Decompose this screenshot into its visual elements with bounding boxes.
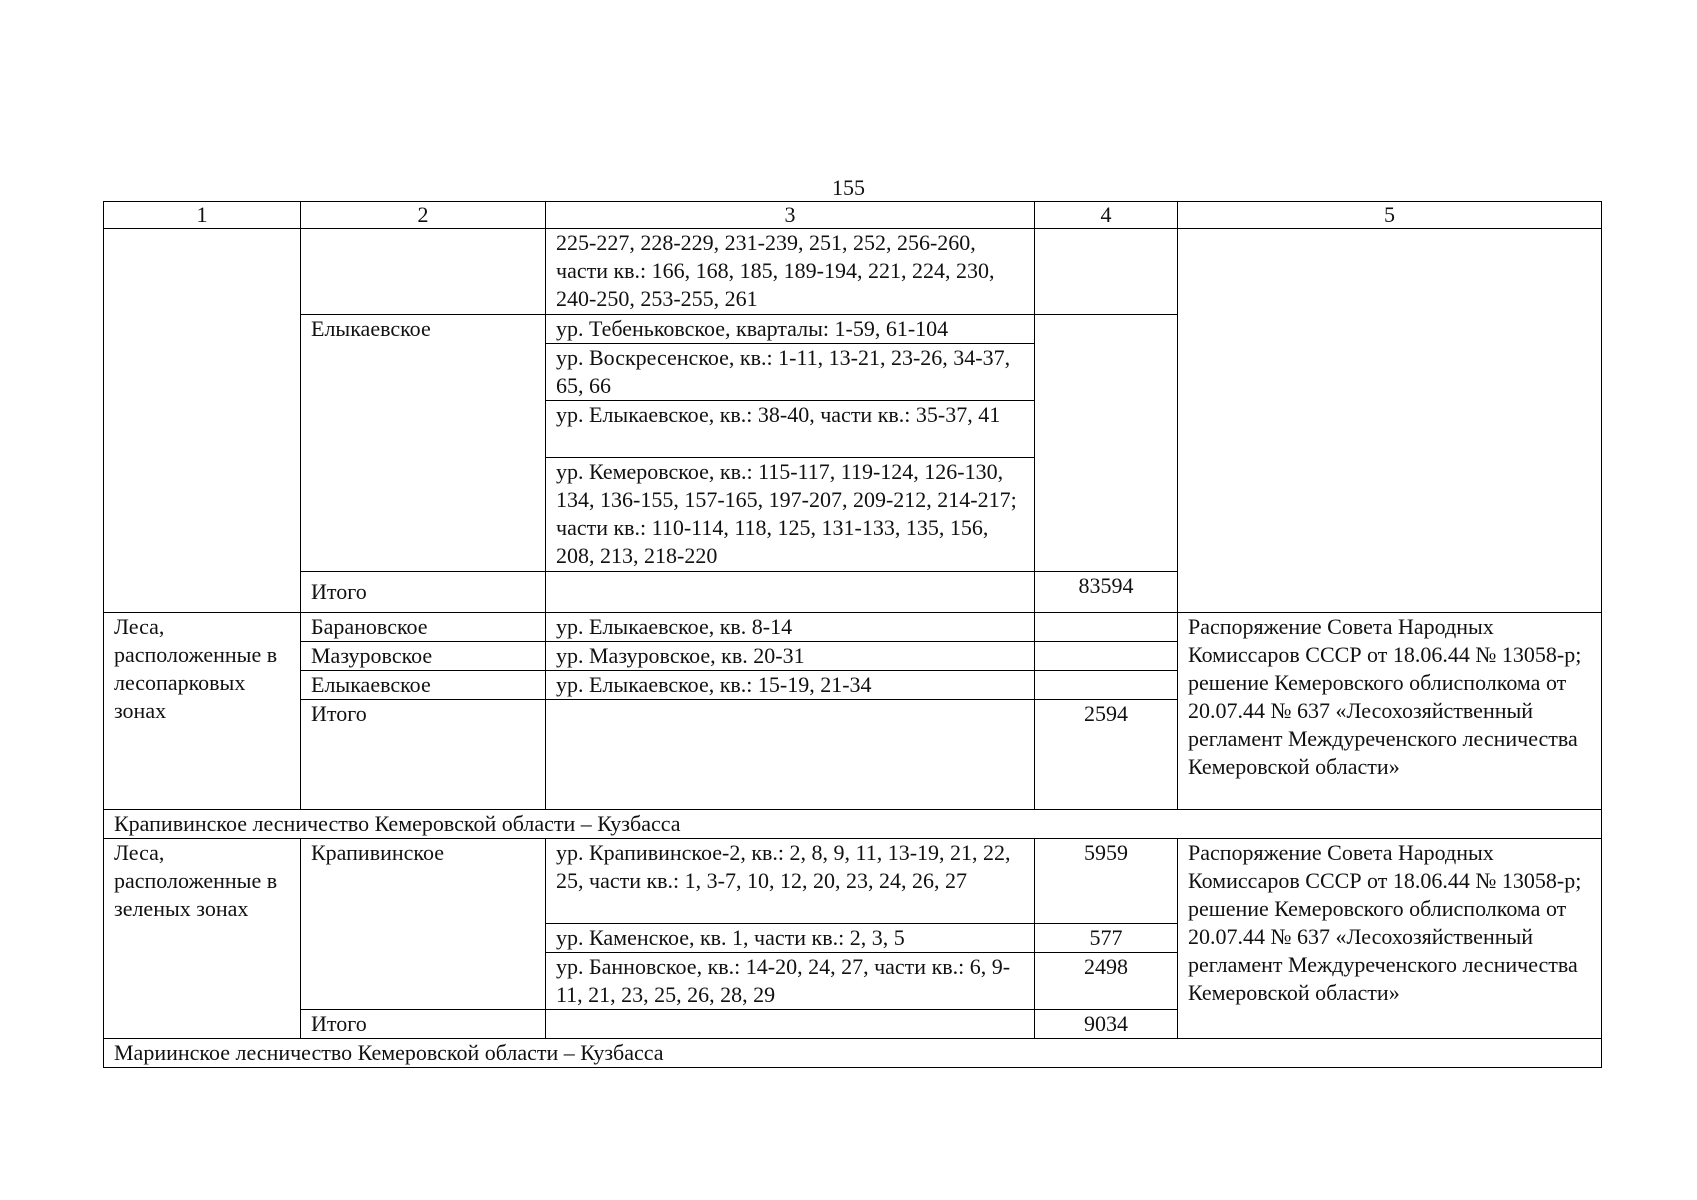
forest-table [103,201,1602,1068]
category-cell-empty [104,229,301,613]
forestry-cell-empty [301,229,546,315]
location-cell: ур. Кемеровское, кв.: 115-117, 119-124, 126-130, 134, 136-155, 157-165, 197-207, 209-212, 214-217; части кв.: 110-114, 118, 125, 131-133, 135, 156, 208, 213, 218-220 [546,458,1035,572]
location-cell: ур. Мазуровское, кв. 20-31 [546,642,1035,671]
forestry-cell: Елыкаевское [301,315,546,572]
basis-cell: Распоряжение Совета Народных Комиссаров СССР от 18.06.44 № 13058-р; решение Кемеровского облисполкома от 20.07.44 № 637 «Лесохозяйственный регламент Междуреченского лесничества Кемеровской области» [1178,613,1602,810]
header-row [104,202,1602,229]
location-cell-empty [546,700,1035,810]
location-cell: ур. Банновское, кв.: 14-20, 24, 27, части кв.: 6, 9-11, 21, 23, 25, 26, 28, 29 [546,953,1035,1010]
category-cell: Леса, расположенные в зеленых зонах [104,839,301,1039]
location-cell: ур. Тебеньковское, кварталы: 1-59, 61-104 [546,315,1035,344]
total-label: Итого [301,1010,546,1039]
section-heading: Мариинское лесничество Кемеровской области – Кузбасса [104,1039,1602,1068]
area-cell-empty [1035,315,1178,572]
total-label: Итого [301,700,546,810]
area-cell: 2498 [1035,953,1178,1010]
header-col-5: 5 [1178,202,1602,229]
forestry-cell: Мазуровское [301,642,546,671]
table-row [104,229,1602,315]
area-cell-empty [1035,229,1178,315]
forestry-cell: Елыкаевское [301,671,546,700]
page-number: 155 [832,175,865,200]
section-row [104,1039,1602,1068]
location-cell: 225-227, 228-229, 231-239, 251, 252, 256-260, части кв.: 166, 168, 185, 189-194, 221, 224, 230, 240-250, 253-255, 261 [546,229,1035,315]
location-cell: ур. Елыкаевское, кв. 8-14 [546,613,1035,642]
forestry-cell: Барановское [301,613,546,642]
area-cell-empty [1035,671,1178,700]
header-col-1: 1 [104,202,301,229]
table-row [104,839,1602,924]
category-cell: Леса, расположенные в лесопарковых зонах [104,613,301,810]
section-heading: Крапивинское лесничество Кемеровской области – Кузбасса [104,810,1602,839]
header-col-2: 2 [301,202,546,229]
header-col-3: 3 [546,202,1035,229]
header-col-4: 4 [1035,202,1178,229]
location-cell: ур. Елыкаевское, кв.: 15-19, 21-34 [546,671,1035,700]
area-cell: 577 [1035,924,1178,953]
basis-cell-empty [1178,229,1602,613]
location-cell: ур. Воскресенское, кв.: 1-11, 13-21, 23-26, 34-37, 65, 66 [546,344,1035,401]
basis-cell: Распоряжение Совета Народных Комиссаров СССР от 18.06.44 № 13058-р; решение Кемеровского облисполкома от 20.07.44 № 637 «Лесохозяйственный регламент Междуреченского лесничества Кемеровской области» [1178,839,1602,1039]
area-cell-empty [1035,642,1178,671]
total-label: Итого [301,572,546,613]
location-cell-empty [546,1010,1035,1039]
area-cell: 5959 [1035,839,1178,924]
location-cell: ур. Елыкаевское, кв.: 38-40, части кв.: 35-37, 41 [546,401,1035,458]
forestry-cell: Крапивинское [301,839,546,1010]
total-value: 9034 [1035,1010,1178,1039]
section-row [104,810,1602,839]
location-cell: ур. Крапивинское-2, кв.: 2, 8, 9, 11, 13-19, 21, 22, 25, части кв.: 1, 3-7, 10, 12, 20, 23, 24, 26, 27 [546,839,1035,924]
area-cell-empty [1035,613,1178,642]
total-value: 2594 [1035,700,1178,810]
table-row [104,613,1602,642]
location-cell-empty [546,572,1035,613]
location-cell: ур. Каменское, кв. 1, части кв.: 2, 3, 5 [546,924,1035,953]
total-value: 83594 [1035,572,1178,613]
